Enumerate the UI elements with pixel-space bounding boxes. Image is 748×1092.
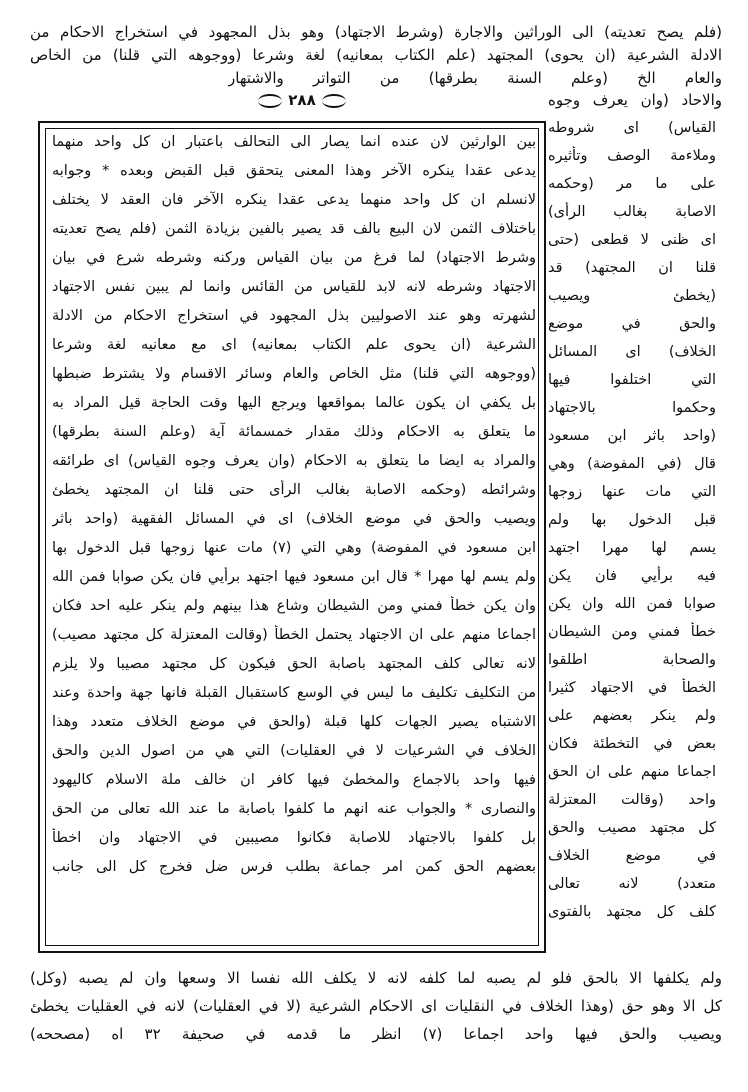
side-line: الاصابة بغالب الرأى) — [548, 204, 716, 220]
side-line: كلف كل مجتهد بالفتوى — [548, 904, 716, 920]
bottom-line: ويصيب والحق فيها واحد اجماعا (٧) انظر ما قدمه في صحيفة ٣٢ اه (مصححه) — [30, 1025, 722, 1043]
main-line: الشرعية (ان يحوى علم الكتاب بمعانيه) اى مع معانيه لغة وشرعا — [52, 337, 536, 353]
side-line: صوابا فمن الله وان يكن — [548, 596, 716, 612]
main-line: (ووجوهه التي قلنا) مثل الخاص والعام وسائر الاقسام ولا يشترط ضبطها — [52, 366, 536, 382]
main-line: لانه تعالى كلف المجتهد باصابة الحق فيكون كل مجتهد مصيبا ولا يلزم — [52, 656, 536, 672]
side-line: متعدد) لانه تعالى — [548, 876, 716, 892]
main-line: لانسلم ان كل واحد منهما يدعى عقدا ينكره الآخر فان العقد لا يختلف — [52, 192, 536, 208]
main-line: بل كلفوا بالاجتهاد للاصابة فكانوا مصيبين في الاجتهاد وان اخطأ — [52, 830, 536, 846]
page-number: ٢٨٨ — [288, 91, 316, 109]
main-line: بعضهم الحق كمن امر جماعة بطلب فرس ضل فخرج كل الى جانب — [52, 859, 536, 875]
side-line: (واحد باثر ابن مسعود — [548, 428, 716, 444]
side-line: وحكموا بالاجتهاد — [548, 400, 716, 416]
top-line-2: الادلة الشرعية (ان يحوى) المجتهد (علم الكتاب بمعانيه) لغة وشرعا (ووجوهه التي قلنا) من الخاص — [30, 46, 722, 64]
main-line: باختلاف الثمن لان البيع بالف قد يصير بالفين بزيادة الثمن (فلم يصح تعديته — [52, 221, 536, 237]
top-line-1: (فلم يصح تعديته) الى الوراثين والاجارة (وشرط الاجتهاد) وهو بذل المجهود في استخراج الاحكام من — [30, 23, 722, 41]
main-line: وان يكن خطأ فمني ومن الشيطان وشاع هذا بينهم ولم ينكر عليه احد فكان — [52, 598, 536, 614]
top-line-4: والاحاد (وان يعرف وجوه — [548, 91, 722, 109]
main-line: بل يكفي ان يكون عالما بمواقعها ويرجع اليها وقت الحاجة قيل المراد به — [52, 395, 536, 411]
main-line: ويصيب والحق في موضع الخلاف) اى في المسائل الفقهية (واحد باثر — [52, 511, 536, 527]
bottom-line: كل الا وهو حق (وهذا الخلاف في النقليات اى الاحكام الشرعية (لا في العقليات) لانه في العقليات يخطئ — [30, 997, 722, 1015]
side-line: وملاءمة الوصف وتأثيره — [548, 148, 716, 164]
top-line-3: والعام الخ (وعلم السنة بطرقها) من التواتر والاشتهار — [228, 69, 722, 87]
side-line: كل مجتهد مصيب والحق — [548, 820, 716, 836]
main-line: ابن مسعود في المفوضة) وهي التي (٧) مات عنها زوجها قبل الدخول بها — [52, 540, 536, 556]
main-line: ما يتعلق به الاحكام وذلك مقدار خمسمائة آية (وعلم السنة بطرقها) — [52, 424, 536, 440]
main-line: الاشتباه يصير الجهات كلها قبلة (والحق في موضع الخلاف متعدد وهذا — [52, 714, 536, 730]
side-line: والصحابة اطلقوا — [548, 652, 716, 668]
main-line: فيها واحد بالاجماع والمخطئ فيها كافر ان خالف ملة الاسلام كاليهود — [52, 772, 536, 788]
main-line: يدعى عقدا ينكره الآخر وهذا المعنى يتحقق قبل القبض وبعده * وجوابه — [52, 163, 536, 179]
page-number-ornament — [232, 88, 372, 112]
side-line: في موضع الخلاف — [548, 848, 716, 864]
side-line: يسم لها مهرا اجتهد — [548, 540, 716, 556]
main-line: والمراد به ايضا ما يتعلق به الاحكام (وان يعرف وجوه القياس) اى طرائقه — [52, 453, 536, 469]
main-line: الاجتهاد وشرطه لانه لابد للقياس من القائس وانما لم يبين نفس الاجتهاد — [52, 279, 536, 295]
side-line: والحق في موضع — [548, 316, 716, 332]
main-line: بين الوارثين لان عنده انما يصار الى التحالف باعتبار ان كل واحد منهما — [52, 134, 536, 150]
main-line: اجماعا منهم على ان الاجتهاد يحتمل الخطأ (وقالت المعتزلة كل مجتهد مصيب) — [52, 627, 536, 643]
side-line: قبل الدخول بها ولم — [548, 512, 716, 528]
side-line: ولم ينكر بعضهم على — [548, 708, 716, 724]
side-line: القياس) اى شروطه — [548, 120, 716, 136]
main-line: من التكليف تكليف ما ليس في الوسع كاستقبال القبلة فانها جهة واحدة وعند — [52, 685, 536, 701]
side-line: الخلاف) اى المسائل — [548, 344, 716, 360]
main-line: وشرائطه (وحكمه الاصابة بغالب الرأى حتى قلنا ان المجتهد يخطئ — [52, 482, 536, 498]
side-line: الخطأ في الاجتهاد كثيرا — [548, 680, 716, 696]
main-line: لشهرته وهو عند الاصوليين بذل المجهود في استخراج الاحكام من الادلة — [52, 308, 536, 324]
right-ornament-icon — [258, 94, 282, 108]
side-line: فيه برأيي فان يكن — [548, 568, 716, 584]
side-line: (يخطئ ويصيب — [548, 288, 716, 304]
side-line: التي اختلفوا فيها — [548, 372, 716, 388]
left-ornament-icon — [322, 94, 346, 108]
main-line: ولم يسم لها مهرا * قال ابن مسعود فيها اجتهد برأيي فان يكن صوابا فمن الله — [52, 569, 536, 585]
side-line: واحد (وقالت المعتزلة — [548, 792, 716, 808]
side-line: بعض في التخطئة فكان — [548, 736, 716, 752]
side-line: خطأ فمني ومن الشيطان — [548, 624, 716, 640]
bottom-line: ولم يكلفها الا بالحق فلو لم يصبه لما كلفه لانه لا يكلف الله نفسا الا وسعها وان لم يصبه (وكل) — [30, 969, 722, 987]
main-line: وشرط الاجتهاد) لما فرغ من بيان القياس وركنه وشرطه شرع في بيان — [52, 250, 536, 266]
main-line: الخلاف في الشرعيات لا في العقليات) التي هي من اصول الدين والحق — [52, 743, 536, 759]
side-line: قلنا ان المجتهد) قد — [548, 260, 716, 276]
side-line: اجماعا منهم على ان الحق — [548, 764, 716, 780]
side-line: قال (في المفوضة) وهي — [548, 456, 716, 472]
side-line: اى ظنى لا قطعى (حتى — [548, 232, 716, 248]
side-line: التي مات عنها زوجها — [548, 484, 716, 500]
main-line: والنصارى * والجواب عنه انهم ما كلفوا باصابة ما عند الله تعالى من الحق — [52, 801, 536, 817]
side-line: على ما مر (وحكمه — [548, 176, 716, 192]
